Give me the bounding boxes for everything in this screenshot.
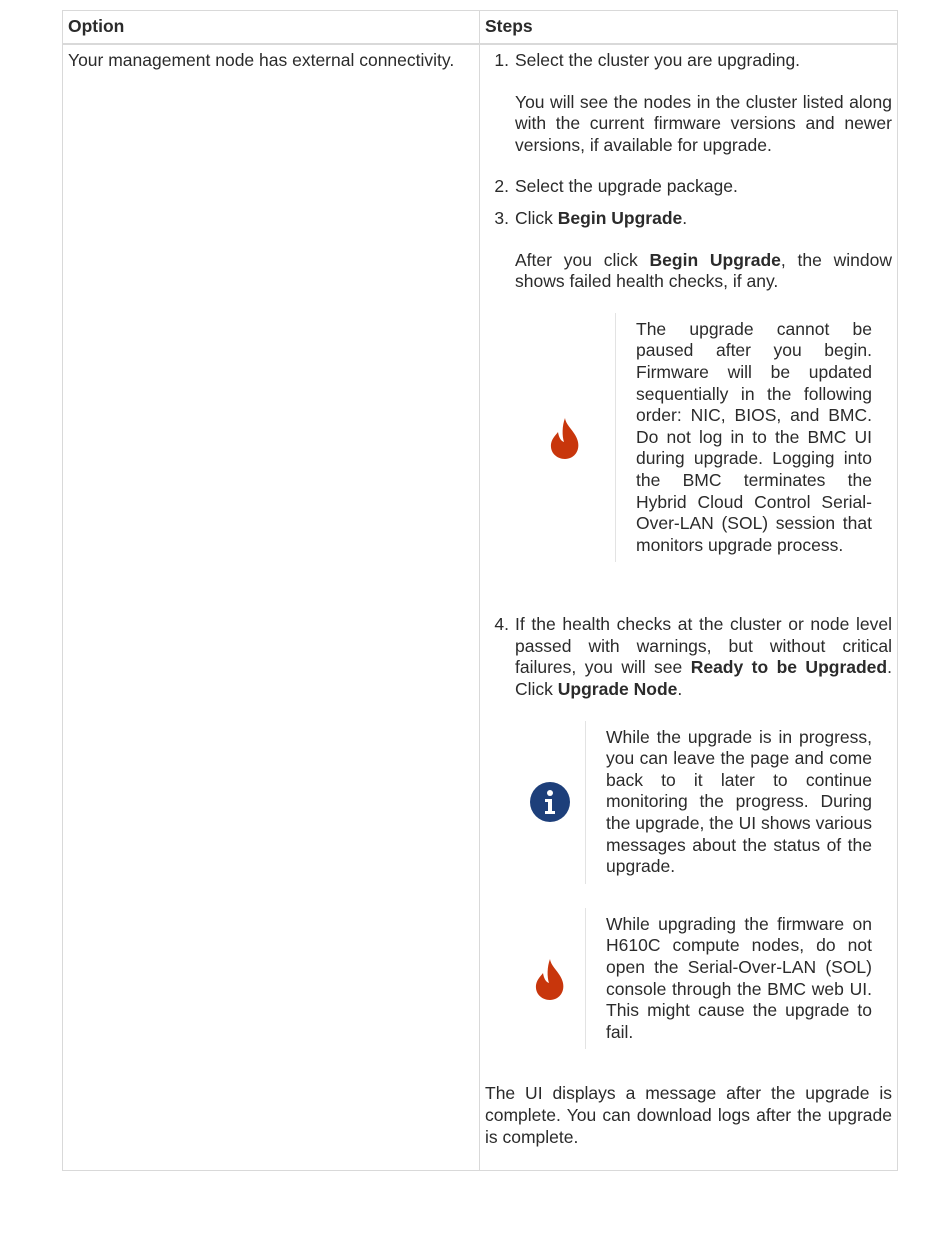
step-text: Select the upgrade package. — [515, 176, 738, 197]
step-text: If the health checks at the cluster or node level passed with warnings, but without critical failures, you will see Ready to be Upgraded. Click Upgrade Node. — [515, 614, 892, 700]
step-number: 3. — [494, 207, 509, 228]
step-1 — [485, 50, 892, 156]
note-admonition — [515, 721, 892, 884]
step-number: 1. — [494, 50, 509, 70]
step-text: Click Begin Upgrade. — [515, 207, 688, 228]
table-row — [63, 44, 898, 1171]
begin-upgrade-label: Begin Upgrade — [649, 249, 781, 270]
table-header-row — [63, 11, 898, 45]
note-text: While the upgrade is in progress, you can leave the page and come back to it later to continue monitoring the progress. During the upgrade, the UI shows various messages about the status of the upgrade. — [606, 726, 872, 877]
flame-icon — [548, 416, 582, 460]
option-header: Option — [63, 11, 480, 45]
steps-header: Steps — [480, 11, 898, 45]
info-icon — [529, 781, 571, 823]
note-icon-cell — [515, 721, 585, 884]
step-2 — [485, 176, 892, 198]
step-number: 4. — [494, 614, 509, 635]
caution-text: The upgrade cannot be paused after you begin. Firmware will be updated sequentially in the following order: NIC, BIOS, and BMC. Do not log in to the BMC UI during upgrade. Logging into the BMC terminates the Hybrid Cloud Control Serial-Over-LAN (SOL) session that monitors upgrade process. — [636, 318, 872, 555]
caution-icon-cell — [515, 313, 615, 563]
steps-cell — [480, 44, 898, 1171]
caution-admonition — [515, 908, 892, 1050]
flame-icon — [533, 957, 567, 1001]
caution-icon-cell — [515, 908, 585, 1050]
step-4 — [485, 614, 892, 1073]
step-detail: You will see the nodes in the cluster listed along with the current firmware versions and newer versions, if available for upgrade. — [515, 91, 892, 155]
caution-text: While upgrading the firmware on H610C compute nodes, do not open the Serial-Over-LAN (SOL) console through the BMC web UI. This might cause the upgrade to fail. — [606, 913, 872, 1042]
step-number: 2. — [494, 176, 509, 197]
option-text: Your management node has external connectivity. — [68, 50, 455, 70]
step-text: Select the cluster you are upgrading. — [515, 50, 801, 70]
caution-admonition — [515, 313, 892, 563]
options-table — [62, 10, 898, 1171]
step-detail: After you click Begin Upgrade, the window shows failed health checks, if any. — [515, 249, 892, 292]
ready-to-be-upgraded-label: Ready to be Upgraded — [690, 657, 888, 678]
completion-message: The UI displays a message after the upgrade is complete. You can download logs after the upgrade is complete. — [485, 1083, 892, 1147]
option-cell — [63, 44, 480, 1171]
step-3 — [485, 208, 892, 586]
begin-upgrade-label: Begin Upgrade — [557, 207, 683, 228]
upgrade-node-label: Upgrade Node — [557, 679, 678, 700]
